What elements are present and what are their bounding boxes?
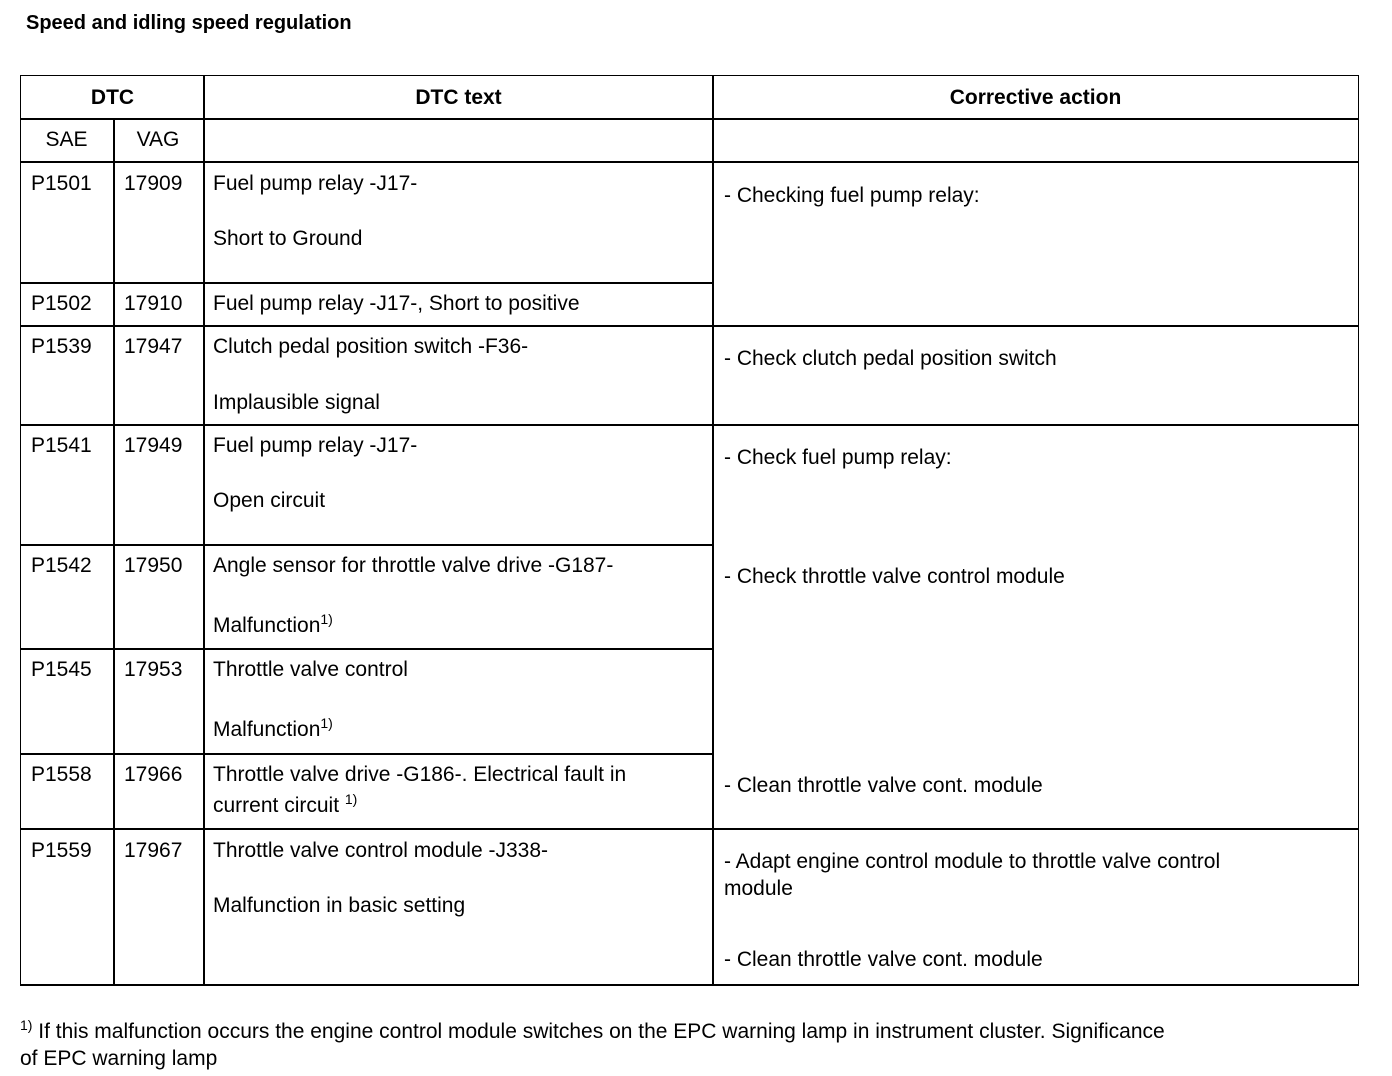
footnote: $^{1)}$ If this malfunction occurs the engine control module switches on the EPC warning lamp in instrument cluster. Significance [20,1017,1165,1043]
dtc-text: Fuel pump relay -J17- [213,172,418,195]
sae-code: P1559 [31,839,92,862]
dtc-text: Throttle valve drive -G186-. Electrical fault in [213,763,627,786]
dtc-text: Fuel pump relay -J17- [213,434,418,457]
vag-code: 17909 [124,172,183,195]
table-cell [712,424,1359,830]
footnote-mark: 1) [20,1017,33,1033]
corrective-action: - Check throttle valve control module [724,565,1065,588]
vag-code: 17966 [124,763,183,786]
dtc-text: Clutch pedal position switch -F36- [213,335,529,358]
footnote-ref[interactable]: 1) [320,611,333,627]
dtc-text-detail: Open circuit [213,489,326,512]
vag-code: 17950 [124,554,183,577]
dtc-text-detail: Malfunction$^{1)}$ [213,715,333,741]
vag-code: 17947 [124,335,183,358]
footnote-ref[interactable]: 1) [344,791,358,807]
sae-code: P1541 [31,434,92,457]
dtc-text-detail: Malfunction$^{1)}$ [213,611,333,637]
header-corrective-action: Corrective action [949,86,1122,109]
dtc-text-detail: Implausible signal [213,391,380,414]
vag-code: 17967 [124,839,183,862]
corrective-action: - Check fuel pump relay: [724,446,952,469]
dtc-text-detail: Short to Ground [213,227,363,250]
header-sae: SAE [45,128,88,151]
dtc-text: Angle sensor for throttle valve drive -G187- [213,554,614,577]
sae-code: P1542 [31,554,92,577]
dtc-text-detail: current circuit $^{1)}$ [213,791,358,817]
corrective-action: - Clean throttle valve cont. module [724,948,1043,971]
page-title: Speed and idling speed regulation [26,12,352,34]
dtc-text-detail: Malfunction in basic setting [213,894,466,917]
corrective-action: - Checking fuel pump relay: [724,184,980,207]
header-vag: VAG [136,128,180,151]
dtc-text: Throttle valve control module -J338- [213,839,548,862]
sae-code: P1545 [31,658,92,681]
vag-code: 17949 [124,434,183,457]
dtc-text: Throttle valve control [213,658,408,681]
sae-code: P1558 [31,763,92,786]
header-dtc: DTC [90,86,135,109]
footnote-ref[interactable]: 1) [320,715,333,731]
vag-code: 17953 [124,658,183,681]
subheader-empty [712,118,1359,163]
corrective-action: - Adapt engine control module to throttle valve control [724,850,1221,873]
header-dtc-text: DTC text [415,86,502,109]
corrective-action: - Check clutch pedal position switch [724,347,1057,370]
footnote-continued: of EPC warning lamp [20,1047,218,1070]
corrective-action: - Clean throttle valve cont. module [724,774,1043,797]
subheader-empty [203,118,714,163]
sae-code: P1501 [31,172,92,195]
sae-code: P1539 [31,335,92,358]
dtc-text: Fuel pump relay -J17-, Short to positive [213,292,580,315]
sae-code: P1502 [31,292,92,315]
corrective-action-continued: module [724,877,793,900]
table-cell [712,325,1359,426]
vag-code: 17910 [124,292,183,315]
